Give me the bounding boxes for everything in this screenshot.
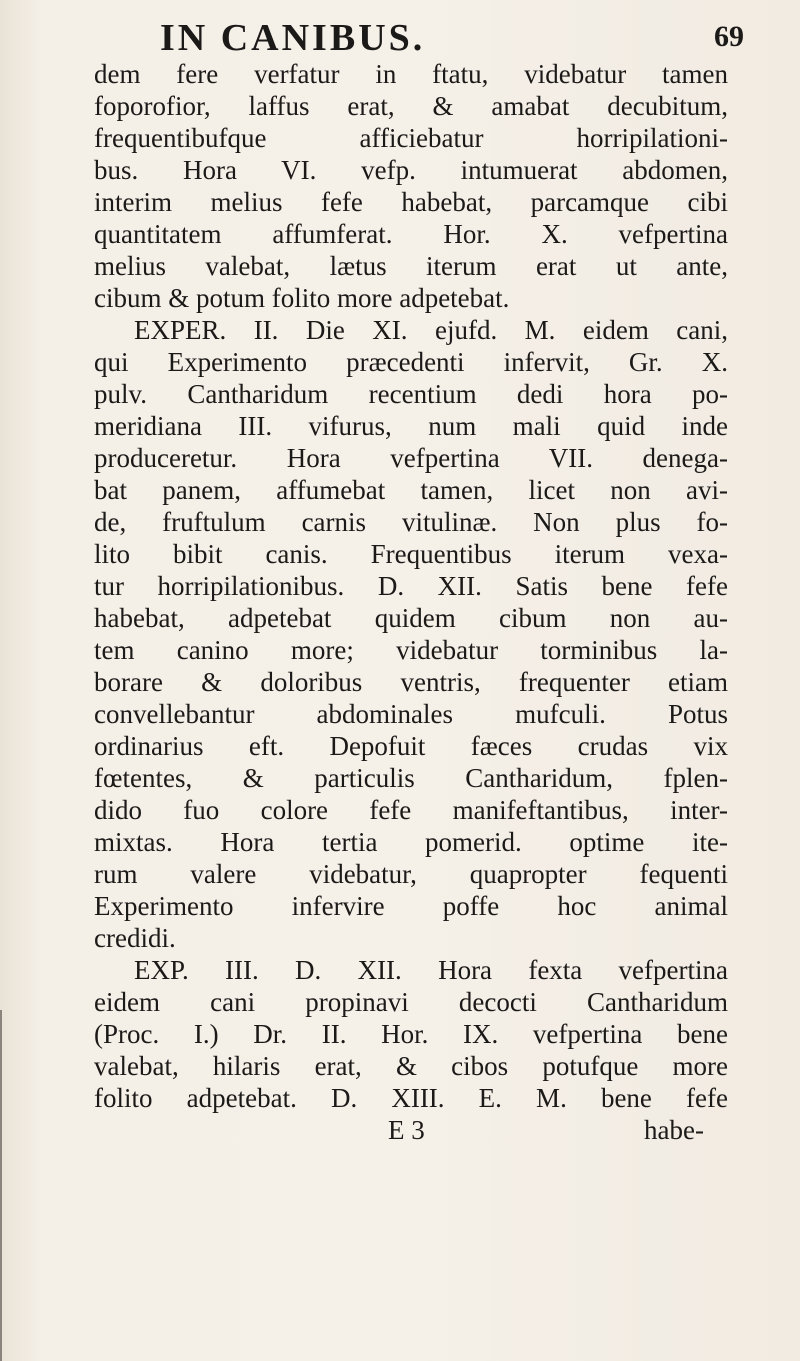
catchword: habe- [644,1115,704,1145]
text-line: de, fruftulum carnis vitulinæ. Non plus fo- [94,507,728,537]
text-line: qui Experimento præcedenti infervit, Gr. X. [94,347,728,377]
text-line: ordinarius eft. Depofuit fæces crudas vix [94,731,728,761]
text-line: interim melius fefe habebat, parcamque cibi [94,187,728,217]
experiment-heading-line: EXPER. II. Die XI. ejufd. M. eidem cani, [134,315,728,345]
body-text [94,58,728,1146]
text-line: frequentibufque afficiebatur horripilationi- [94,123,728,153]
text-line: tur horripilationibus. D. XII. Satis bene fefe [94,571,728,601]
text-line: cibum & potum folito more adpetebat. [94,283,510,313]
text-line: produceretur. Hora vefpertina VII. denega- [94,443,728,473]
text-line: convellebantur abdominales mufculi. Potus [94,699,728,729]
text-line: tem canino more; videbatur torminibus la- [94,635,728,665]
text-line: rum valere videbatur, quapropter fequenti [94,859,728,889]
text-line: lito bibit canis. Frequentibus iterum vexa- [94,539,728,569]
text-line: folito adpetebat. D. XIII. E. M. bene fefe [94,1083,728,1113]
text-line: (Proc. I.) Dr. II. Hor. IX. vefpertina bene [94,1019,728,1049]
text-line: dem fere verfatur in ftatu, videbatur tamen [94,59,728,89]
text-line: meridiana III. vifurus, num mali quid inde [94,411,728,441]
running-title: IN CANIBUS. [160,17,426,59]
text-line: borare & doloribus ventris, frequenter etiam [94,667,728,697]
text-line: bat panem, affumebat tamen, licet non avi- [94,475,728,505]
text-line: mixtas. Hora tertia pomerid. optime ite- [94,827,728,857]
page-footer [94,1114,728,1146]
text-line: credidi. [94,923,176,953]
experiment-heading-line: EXP. III. D. XII. Hora fexta vefpertina [134,955,728,985]
text-line: fœtentes, & particulis Cantharidum, fplen- [94,763,728,793]
page-edge-shadow [0,1010,2,1361]
page-number: 69 [714,20,744,53]
text-line: quantitatem affumferat. Hor. X. vefpertina [94,219,728,249]
text-line: eidem cani propinavi decocti Cantharidum [94,987,728,1017]
text-line: Experimento infervire poffe hoc animal [94,891,728,921]
text-line: foporofior, laffus erat, & amabat decubitum, [94,91,728,121]
text-line: pulv. Cantharidum recentium dedi hora po- [94,379,728,409]
running-header [0,6,800,58]
text-line: valebat, hilaris erat, & cibos potufque more [94,1051,728,1081]
text-line: melius valebat, lætus iterum erat ut ante, [94,251,728,281]
signature-mark: E 3 [388,1115,425,1145]
text-line: dido fuo colore fefe manifeftantibus, inter- [94,795,728,825]
text-line: habebat, adpetebat quidem cibum non au- [94,603,728,633]
text-line: bus. Hora VI. vefp. intumuerat abdomen, [94,155,728,185]
